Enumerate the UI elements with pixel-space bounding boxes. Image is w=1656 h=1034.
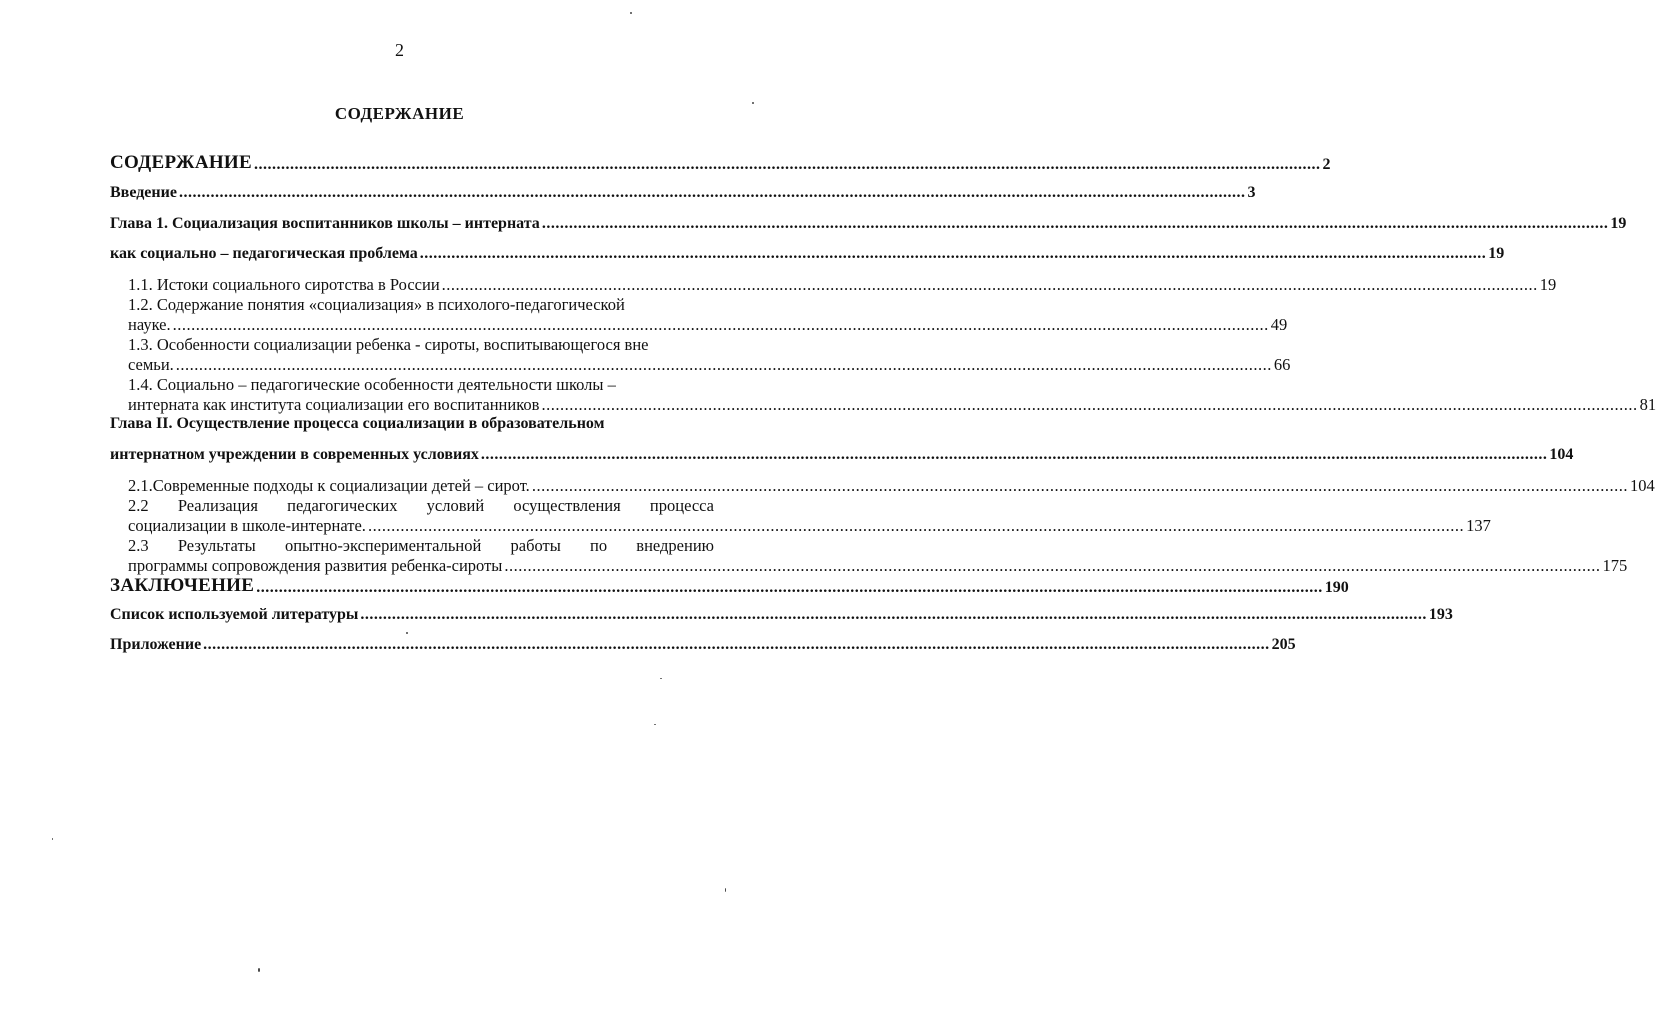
toc-entry-title-continued: социализации в школе-интернате.	[128, 516, 366, 535]
toc-entry-title: Список используемой литературы	[110, 606, 359, 623]
toc-entry-intro	[110, 184, 1256, 202]
toc-entry-contents	[110, 152, 1331, 174]
toc-entry-section-1-3	[128, 335, 1291, 375]
toc-entry-title: ЗАКЛЮЧЕНИЕ	[110, 575, 255, 596]
toc-page-number: 205	[1271, 636, 1296, 653]
toc-entry-appendix	[110, 636, 1296, 654]
scan-speck	[52, 838, 53, 840]
scan-speck	[660, 678, 662, 679]
dot-leader: .............................................................................................................................................................................................................................................	[419, 245, 1487, 262]
toc-entry-title: как социально – педагогическая проблема	[110, 245, 418, 262]
toc-entry-title: 2.1.Современные подходы к социализации детей – сирот.	[128, 476, 530, 495]
toc-entry-title: Приложение	[110, 636, 202, 653]
toc-entry-title-continued: семьи.	[128, 355, 174, 374]
toc-entry-title-continued: программы сопровождения развития ребенка-сироты	[128, 556, 503, 575]
toc-page-number: 81	[1639, 395, 1656, 414]
page-number: 2	[395, 40, 404, 60]
toc-entry-title: 1.2. Содержание понятия «социализация» в психолого-педагогической	[128, 295, 625, 314]
toc-entry-title: 1.4. Социально – педагогические особенности деятельности школы –	[128, 375, 616, 394]
scan-speck	[406, 632, 408, 634]
toc-page-number: 190	[1324, 579, 1349, 596]
toc-entry-title: интернатном учреждении в современных условиях	[110, 446, 479, 463]
dot-leader: .............................................................................................................................................................................................................................................	[175, 355, 1272, 374]
dot-leader: .............................................................................................................................................................................................................................................	[441, 275, 1538, 294]
page-title: СОДЕРЖАНИЕ	[334, 104, 465, 123]
toc-entry-chapter-2-subtitle	[110, 446, 1574, 464]
dot-leader: .............................................................................................................................................................................................................................................	[504, 556, 1601, 575]
dot-leader: .............................................................................................................................................................................................................................................	[253, 156, 1321, 173]
dot-leader: .............................................................................................................................................................................................................................................	[367, 516, 1465, 535]
dot-leader: .............................................................................................................................................................................................................................................	[178, 184, 1246, 201]
toc-entry-section-1-2	[128, 295, 1288, 335]
dot-leader: .............................................................................................................................................................................................................................................	[531, 476, 1628, 495]
dot-leader: .............................................................................................................................................................................................................................................	[541, 395, 1638, 414]
dot-leader: .............................................................................................................................................................................................................................................	[360, 606, 1427, 623]
dot-leader: .............................................................................................................................................................................................................................................	[480, 446, 1548, 463]
toc-entry-title: Глава 1. Социализация воспитанников школы – интерната	[110, 215, 540, 232]
toc-entry-chapter-1	[110, 215, 1627, 233]
toc-page-number: 2	[1322, 156, 1331, 173]
toc-entry-title: СОДЕРЖАНИЕ	[110, 152, 252, 173]
dot-leader: .............................................................................................................................................................................................................................................	[203, 636, 1270, 653]
toc-entry-section-2-3	[128, 536, 1628, 576]
toc-entry-section-1-4	[128, 375, 1656, 415]
toc-entry-title: 2.3 Результаты опытно-экспериментальной работы по внедрению	[128, 536, 714, 555]
toc-entry-section-2-1	[128, 476, 1655, 496]
toc-page-number: 19	[1488, 245, 1505, 262]
dot-leader: .............................................................................................................................................................................................................................................	[256, 579, 1323, 596]
toc-entry-title: 1.1. Истоки социального сиротства в России	[128, 275, 440, 294]
toc-entry-title: 1.3. Особенности социализации ребенка - сироты, воспитывающегося вне	[128, 335, 649, 354]
scan-speck	[752, 102, 754, 104]
toc-entry-chapter-2: Глава II. Осуществление процесса социализации в образовательном	[110, 415, 605, 432]
toc-entry-section-2-2	[128, 496, 1491, 536]
toc-entry-chapter-1-subtitle	[110, 245, 1505, 263]
scan-speck	[725, 888, 726, 892]
toc-entry-conclusion	[110, 575, 1349, 597]
toc-entry-section-1-1	[128, 275, 1557, 295]
toc-entry-title: 2.2 Реализация педагогических условий осуществления процесса	[128, 496, 714, 515]
scan-speck	[654, 724, 656, 725]
toc-page-number: 104	[1549, 446, 1574, 463]
toc-page-number: 49	[1270, 315, 1288, 334]
toc-page-number: 137	[1466, 516, 1491, 535]
dot-leader: .............................................................................................................................................................................................................................................	[172, 315, 1269, 334]
toc-page-number: 3	[1247, 184, 1256, 201]
toc-page-number: 193	[1428, 606, 1453, 623]
toc-entry-title: Введение	[110, 184, 177, 201]
toc-entry-title-continued: интерната как института социализации его воспитанников	[128, 395, 540, 414]
scan-speck	[630, 12, 632, 14]
toc-page-number: 104	[1629, 476, 1655, 495]
dot-leader: .............................................................................................................................................................................................................................................	[541, 215, 1609, 232]
toc-page-number: 19	[1539, 275, 1557, 294]
toc-entry-title-continued: науке.	[128, 315, 171, 334]
toc-page-number: 19	[1610, 215, 1627, 232]
toc-entry-references	[110, 606, 1453, 624]
toc-page-number: 175	[1602, 556, 1628, 575]
scan-speck	[258, 968, 260, 972]
toc-page-number: 66	[1273, 355, 1291, 374]
